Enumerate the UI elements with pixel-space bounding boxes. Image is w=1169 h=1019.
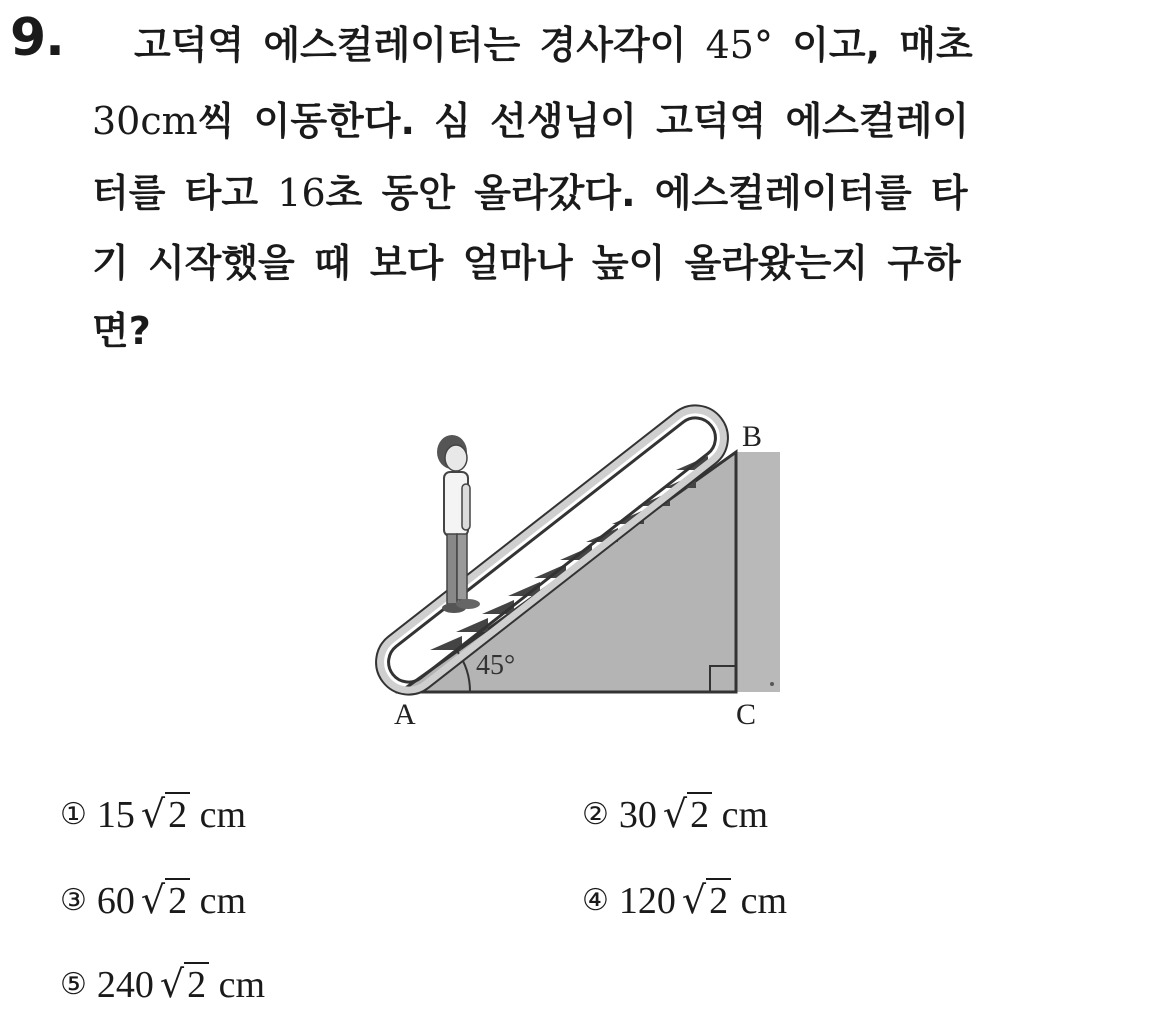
question-text: 터를 타고 xyxy=(92,171,259,215)
label-a: A xyxy=(394,698,416,731)
sqrt-symbol: √2 xyxy=(682,878,731,923)
question-line-2 xyxy=(92,90,969,145)
angle-label: 45° xyxy=(476,650,516,681)
choice-4[interactable] xyxy=(582,878,787,923)
choice-unit: cm xyxy=(199,794,247,836)
label-b: B xyxy=(742,420,763,453)
choice-1[interactable] xyxy=(60,792,246,837)
choice-marker: ④ xyxy=(582,883,609,918)
choice-marker: ② xyxy=(582,797,609,832)
choice-coef: 60 xyxy=(96,880,135,922)
choice-coef: 15 xyxy=(96,794,135,836)
sqrt-symbol: √2 xyxy=(141,878,190,923)
question-line-3 xyxy=(92,162,968,217)
label-c: C xyxy=(736,698,757,731)
choice-marker: ① xyxy=(60,797,87,832)
question-line-5: 면? xyxy=(92,309,151,353)
choice-coef: 120 xyxy=(618,880,676,922)
question-text: 초 동안 올라갔다. 에스컬레이터를 타 xyxy=(325,171,968,215)
choice-radicand: 2 xyxy=(165,792,190,836)
time-value: 16 xyxy=(277,171,326,215)
angle-value: 45° xyxy=(705,23,773,67)
choice-2[interactable] xyxy=(582,792,768,837)
sqrt-symbol: √2 xyxy=(663,792,712,837)
escalator-figure xyxy=(330,360,810,740)
choice-unit: cm xyxy=(199,880,247,922)
sqrt-symbol: √2 xyxy=(160,962,209,1007)
choice-unit: cm xyxy=(721,794,769,836)
choice-unit: cm xyxy=(740,880,788,922)
choice-radicand: 2 xyxy=(706,878,731,922)
choice-3[interactable] xyxy=(60,878,246,923)
choice-coef: 30 xyxy=(618,794,657,836)
question-line-1 xyxy=(134,14,973,69)
question-text: 이고, 매초 xyxy=(792,23,973,67)
choice-marker: ⑤ xyxy=(60,967,87,1002)
question-text: 씩 이동한다. 심 선생님이 고덕역 에스컬레이 xyxy=(197,99,970,143)
question-line-4: 기 시작했을 때 보다 얼마나 높이 올라왔는지 구하 xyxy=(92,241,961,285)
question-text: 고덕역 에스컬레이터는 경사각이 xyxy=(134,23,687,67)
choice-unit: cm xyxy=(218,964,266,1006)
choice-marker: ③ xyxy=(60,883,87,918)
wall-block xyxy=(736,452,780,692)
speed-value: 30cm xyxy=(92,99,198,143)
sqrt-symbol: √2 xyxy=(141,792,190,837)
choice-radicand: 2 xyxy=(165,878,190,922)
choice-radicand: 2 xyxy=(687,792,712,836)
choice-coef: 240 xyxy=(96,964,154,1006)
choice-5[interactable] xyxy=(60,962,265,1007)
choice-radicand: 2 xyxy=(184,962,209,1006)
question-number: 9. xyxy=(10,8,64,68)
